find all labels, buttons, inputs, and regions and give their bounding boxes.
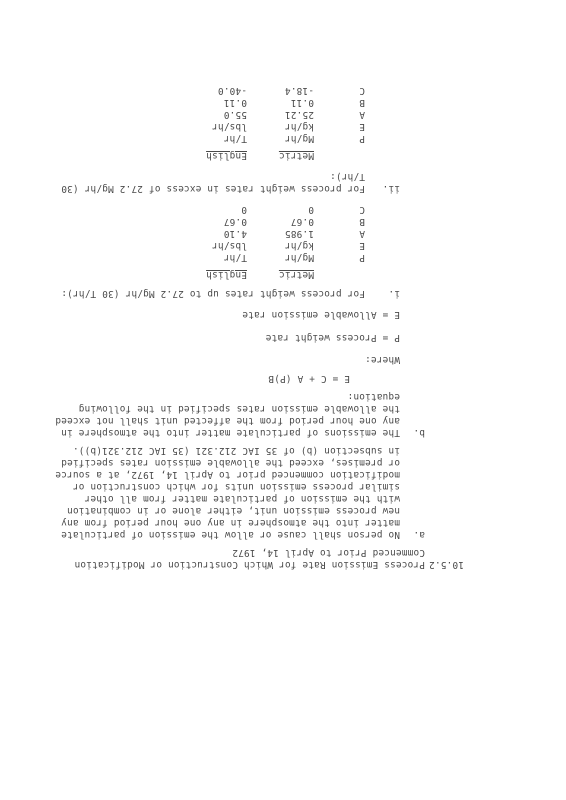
where-label: Where: <box>364 354 400 365</box>
item-2-text: For process weight rates in excess of 27.2 Mg/hr (30 <box>61 183 365 194</box>
table-1-row-label: P <box>359 252 365 263</box>
table-1-cell-metric: kg/hr <box>284 240 314 251</box>
definition-p: P = Process weight rate <box>265 332 400 343</box>
item-2-text-continued: T/hr): <box>329 171 365 182</box>
table-2-cell-metric: kg/hr <box>284 121 314 132</box>
paragraph-b-line: the allowable emission rates specified in the following <box>78 403 400 414</box>
table-1-header-metric: Metric <box>278 269 314 280</box>
table-1-row-label: C <box>359 204 365 215</box>
table-2-cell-english: -40.0 <box>217 85 247 96</box>
table-2-cell-metric: 0.11 <box>290 97 314 108</box>
paragraph-a-line: new process emission unit, either alone or in combination <box>66 505 400 516</box>
paragraph-a-line: with the emission of particulate matter from all other <box>84 493 400 504</box>
paragraph-a-line: or premises, exceed the allowable emission rates specified <box>61 457 400 468</box>
table-2-row-label: A <box>359 109 365 120</box>
table-1-row-label: E <box>359 240 365 251</box>
table-2-cell-metric: Mg/hr <box>284 133 314 144</box>
table-1-cell-english: T/hr <box>223 252 247 263</box>
paragraph-b-label: b. <box>413 427 425 438</box>
paragraph-b-line: any one hour period from the affected unit shall not exceed <box>55 415 400 426</box>
paragraph-a-line: modification commenced prior to April 14, 1972, at a source <box>55 469 400 480</box>
table-2-header-english: English <box>206 150 247 161</box>
table-1-cell-metric: Mg/hr <box>284 252 314 263</box>
table-1-cell-english: 0.67 <box>223 216 247 227</box>
item-1-label: i. <box>388 288 400 299</box>
table-2-cell-english: lbs/hr <box>211 121 247 132</box>
table-2-row-label: B <box>359 97 365 108</box>
paragraph-b-line: The emissions of particulate matter into the atmosphere in <box>61 427 400 438</box>
table-1-cell-english: lbs/hr <box>211 240 247 251</box>
table-2-row-label: E <box>359 121 365 132</box>
table-2-cell-english: T/hr <box>223 133 247 144</box>
table-2-row-label: C <box>359 85 365 96</box>
table-1-cell-metric: 1.985 <box>284 228 314 239</box>
table-1-cell-english: 4.10 <box>223 228 247 239</box>
item-1-text: For process weight rates up to 27.2 Mg/hr (30 T/hr): <box>61 288 365 299</box>
section-title: Process Emission Rate for Which Construction or Modification <box>74 559 425 570</box>
table-1-cell-metric: 0.67 <box>290 216 314 227</box>
table-1-row-label: B <box>359 216 365 227</box>
emission-equation: E = C + A (P)B <box>268 373 350 384</box>
paragraph-b-line: equation: <box>347 391 400 402</box>
table-1-cell-metric: 0 <box>308 204 314 215</box>
table-1-header-english: English <box>206 269 247 280</box>
table-1-cell-english: 0 <box>241 204 247 215</box>
paragraph-a-line: No person shall cause or allow the emission of particulate <box>61 529 400 540</box>
table-2-row-label: P <box>359 133 365 144</box>
table-2-cell-english: 0.11 <box>223 97 247 108</box>
paragraph-a-label: a. <box>413 529 425 540</box>
paragraph-a-line: matter into the atmosphere in any one hour period from any <box>61 517 400 528</box>
paragraph-a-line: similar process emission units for which construction or <box>72 481 400 492</box>
paragraph-a-line: in subsection (b) of 35 IAC 212.321 (35 IAC 212.321(b)). <box>72 445 400 456</box>
section-title-continued: Commenced Prior to April 14, 1972 <box>232 547 425 558</box>
section-number: 10.5.2 <box>428 559 464 570</box>
table-2-cell-metric: 25.21 <box>284 109 314 120</box>
item-2-label: ii. <box>382 183 400 194</box>
table-1-row-label: A <box>359 228 365 239</box>
table-2-cell-english: 55.0 <box>223 109 247 120</box>
definition-e: E = Allowable emission rate <box>242 309 400 320</box>
table-2-header-metric: Metric <box>278 150 314 161</box>
table-2-cell-metric: -18.4 <box>284 85 314 96</box>
